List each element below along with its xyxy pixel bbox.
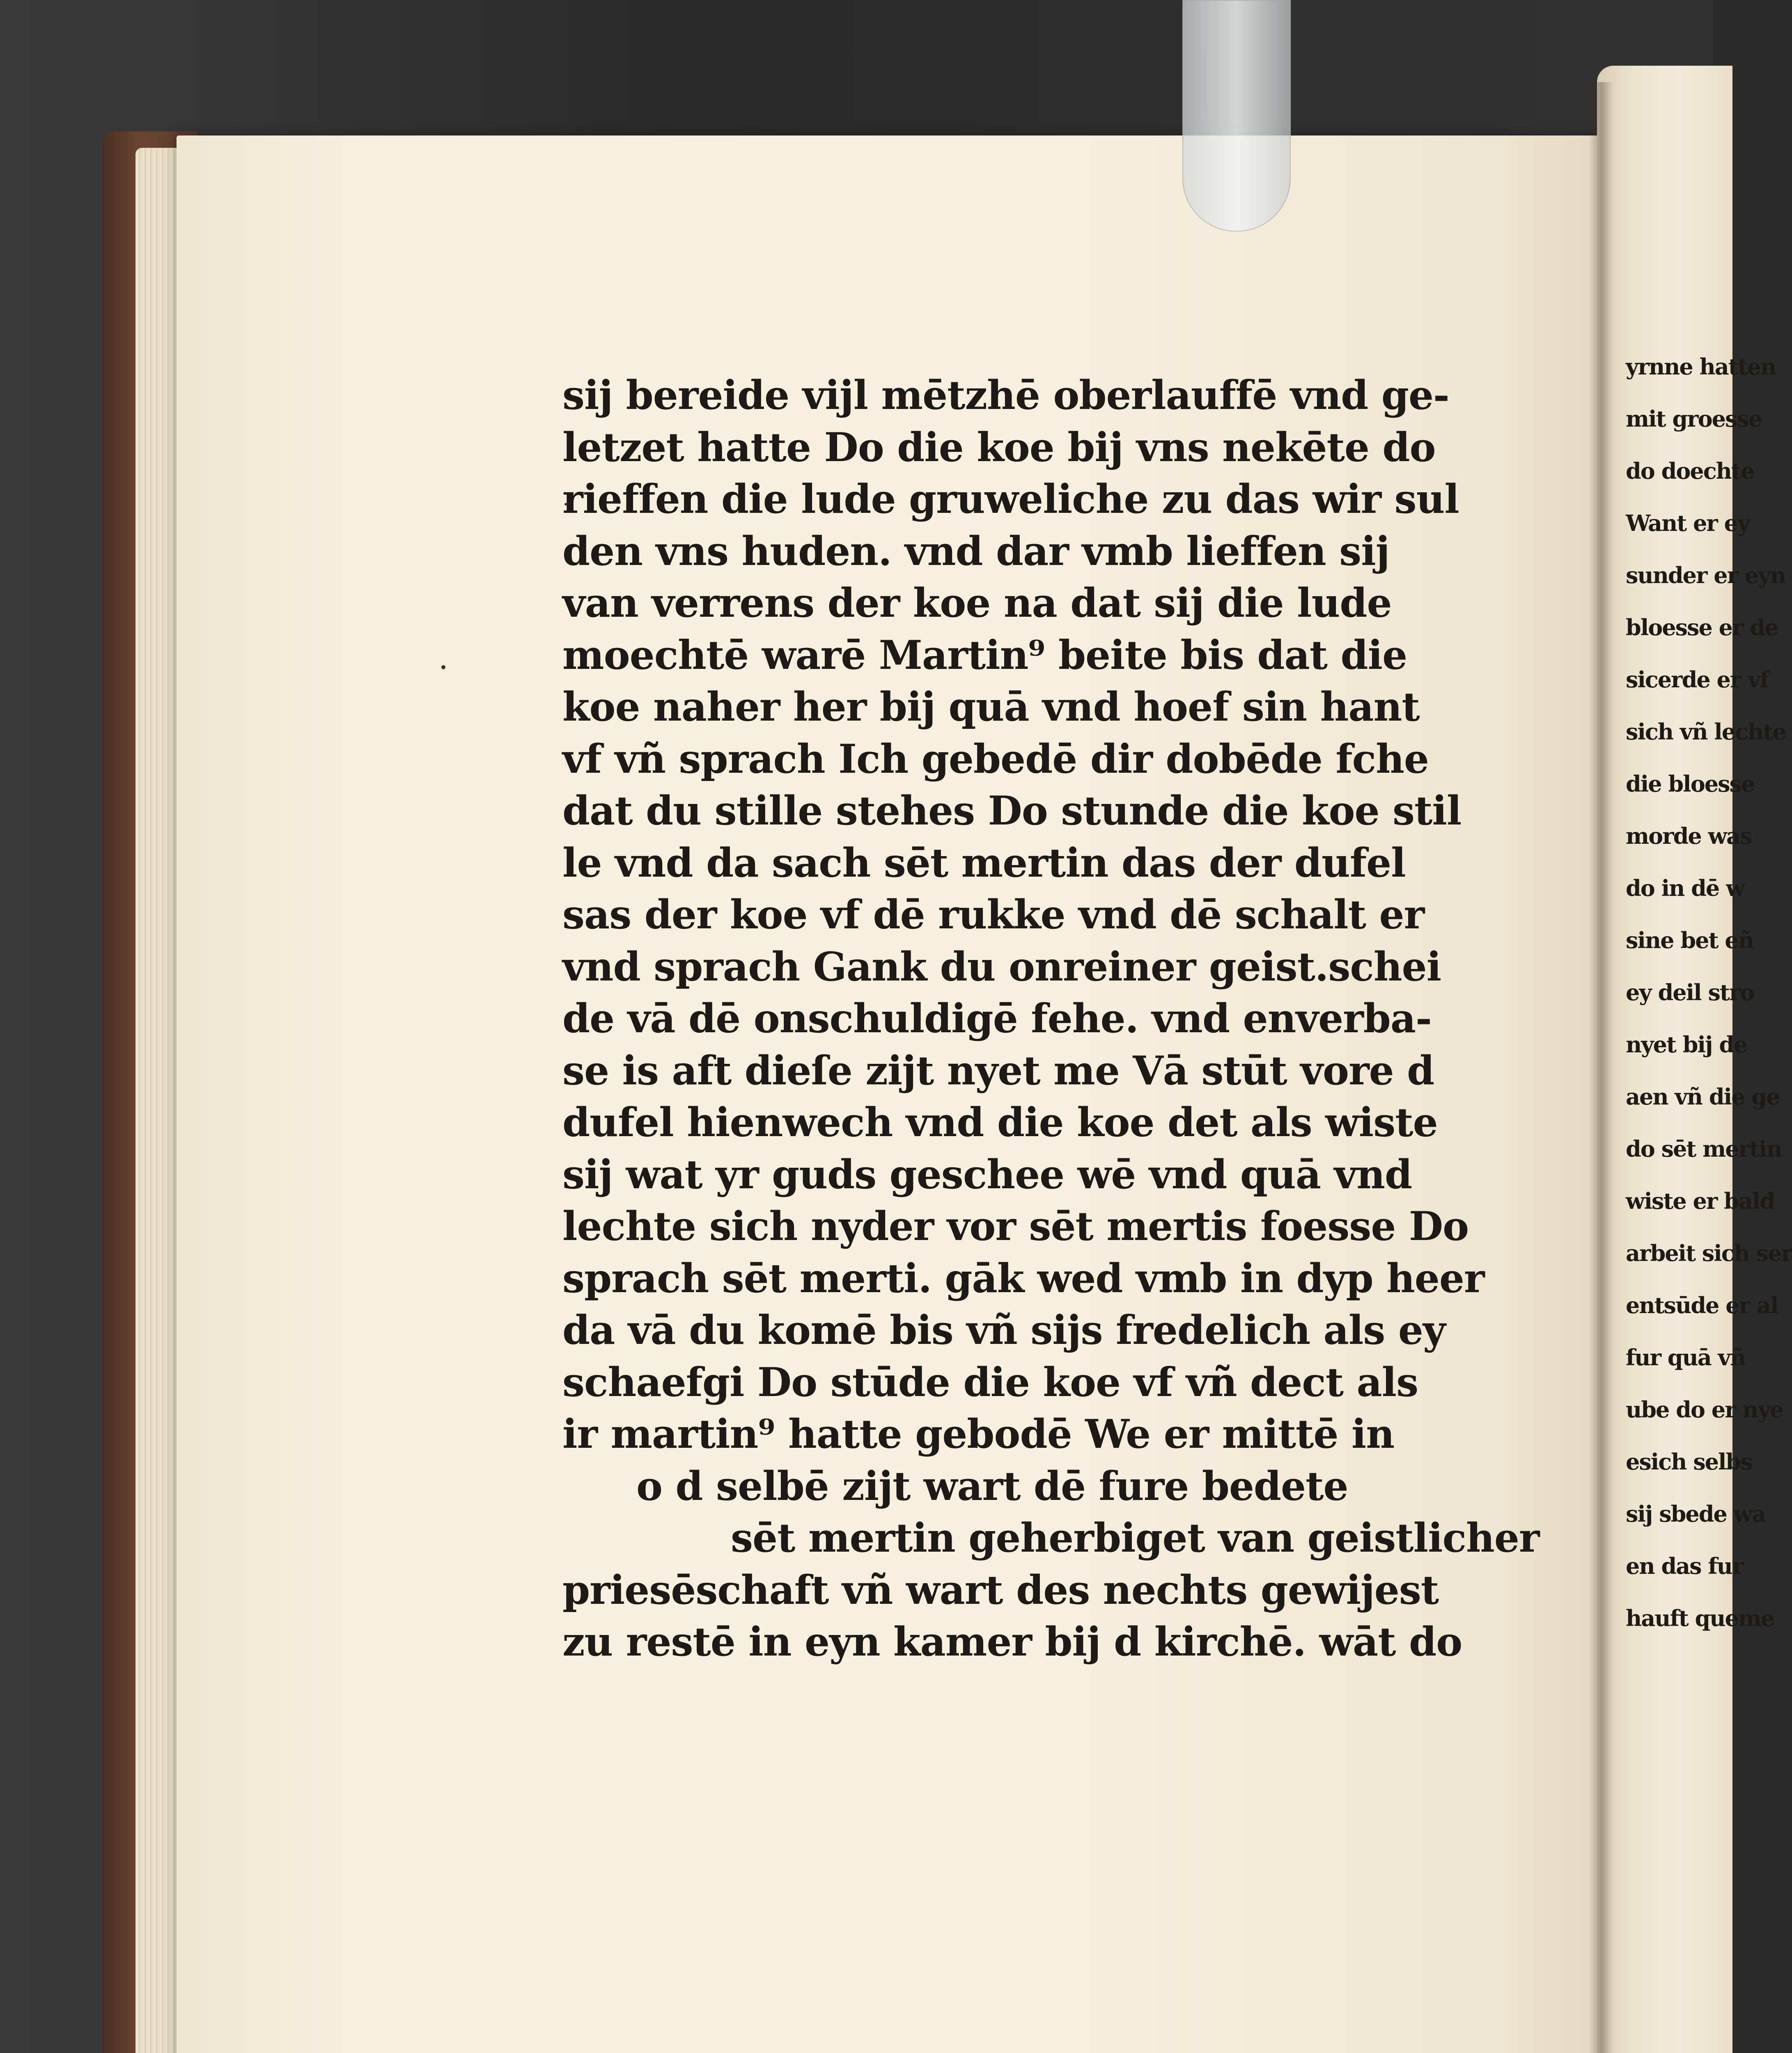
right-text-line: sunder er eyn bbox=[1626, 562, 1785, 588]
text-line: koe naher her bij quā vnd hoef sin hant bbox=[562, 684, 1420, 730]
text-line: de vā dē onschuldigē fehe. vnd enverba- bbox=[562, 995, 1432, 1042]
text-line: o d selbē zijt wart dē fure bedete bbox=[636, 1463, 1348, 1509]
text-line: dat du stille stehes Do stunde die koe stil bbox=[562, 788, 1462, 834]
right-page-text bbox=[1626, 341, 1792, 1644]
text-line: da vā du komē bis vñ sijs fredelich als ey bbox=[562, 1307, 1446, 1353]
right-text-line: sine bet eñ bbox=[1626, 927, 1753, 953]
text-line: ir martin⁹ hatte gebodē We er mittē in bbox=[562, 1411, 1395, 1457]
text-line: schaefgi Do stūde die koe vf vñ dect als bbox=[562, 1359, 1418, 1405]
text-line: sij bereide vijl mētzhē oberlauffē vnd ge- bbox=[562, 372, 1449, 418]
right-text-line: yrnne hatten bbox=[1626, 354, 1776, 380]
margin-mark bbox=[441, 665, 445, 669]
right-text-line: sicerde er vf bbox=[1626, 666, 1769, 693]
right-text-line: wiste er bald bbox=[1626, 1188, 1775, 1214]
text-line: le vnd da sach sēt mertin das der dufel bbox=[562, 839, 1406, 886]
text-line: lechte sich nyder vor sēt mertis foesse Do bbox=[562, 1203, 1469, 1249]
text-line: sij wat yr guds geschee wē vnd quā vnd bbox=[562, 1151, 1412, 1198]
text-line: priesēschaft vñ wart des nechts gewijest bbox=[562, 1566, 1439, 1613]
text-line: sprach sēt merti. gāk wed vmb in dyp heer bbox=[562, 1255, 1485, 1302]
right-text-line: bloesse er de bbox=[1626, 614, 1778, 641]
right-text-line: hauft queme bbox=[1626, 1605, 1774, 1631]
text-line: sas der koe vf dē rukke vnd dē schalt er bbox=[562, 891, 1425, 938]
text-line: zu restē in eyn kamer bij d kirchē. wāt do bbox=[562, 1619, 1462, 1665]
right-text-line: die bloesse bbox=[1626, 771, 1755, 797]
right-text-line: entsūde er al bbox=[1626, 1292, 1778, 1318]
text-line: van verrens der koe na dat sij die lude bbox=[562, 580, 1392, 626]
book-clip-top bbox=[1182, 0, 1291, 232]
main-text-block bbox=[562, 370, 1540, 1668]
right-text-line: aen vñ die ge bbox=[1626, 1084, 1780, 1110]
text-line: letzet hatte Do die koe bij vns nekēte do bbox=[562, 424, 1436, 471]
right-text-line: do doechte bbox=[1626, 458, 1754, 484]
right-text-line: nyet bij de bbox=[1626, 1031, 1747, 1058]
text-line: rieffen die lude gruweliche zu das wir sul bbox=[562, 476, 1459, 522]
text-line: sēt mertin geherbiget van geistlicher bbox=[731, 1515, 1540, 1561]
text-line: dufel hienwech vnd die koe det als wiste bbox=[562, 1099, 1438, 1146]
right-text-line: Want er ey bbox=[1626, 510, 1750, 536]
right-text-line: do sēt mertin bbox=[1626, 1136, 1782, 1162]
book-gutter bbox=[1589, 82, 1613, 2053]
right-text-line: arbeit sich ser bbox=[1626, 1240, 1792, 1266]
right-text-line: do in dē w bbox=[1626, 875, 1744, 901]
right-text-line: fur quā vñ bbox=[1626, 1344, 1746, 1371]
right-text-line: morde was bbox=[1626, 823, 1752, 849]
text-line: vf vñ sprach Ich gebedē dir dobēde fche bbox=[562, 735, 1429, 782]
right-text-line: en das fur bbox=[1626, 1553, 1743, 1579]
right-text-line: esich selbs bbox=[1626, 1449, 1752, 1475]
text-line: se is aft dieſe zijt nyet me Vā stūt vore d bbox=[562, 1047, 1434, 1094]
right-text-line: mit groesse bbox=[1626, 406, 1762, 432]
text-line: den vns huden. vnd dar vmb lieffen sij bbox=[562, 528, 1390, 574]
right-text-line: ey deil stro bbox=[1626, 979, 1754, 1006]
right-text-line: sich vñ lechte bbox=[1626, 719, 1786, 745]
right-text-line: sij sbede wa bbox=[1626, 1501, 1766, 1527]
text-line: vnd sprach Gank du onreiner geist.schei bbox=[562, 943, 1441, 990]
text-line: moechtē warē Martin⁹ beite bis dat die bbox=[562, 632, 1407, 678]
right-text-line: ube do er nye bbox=[1626, 1396, 1783, 1423]
